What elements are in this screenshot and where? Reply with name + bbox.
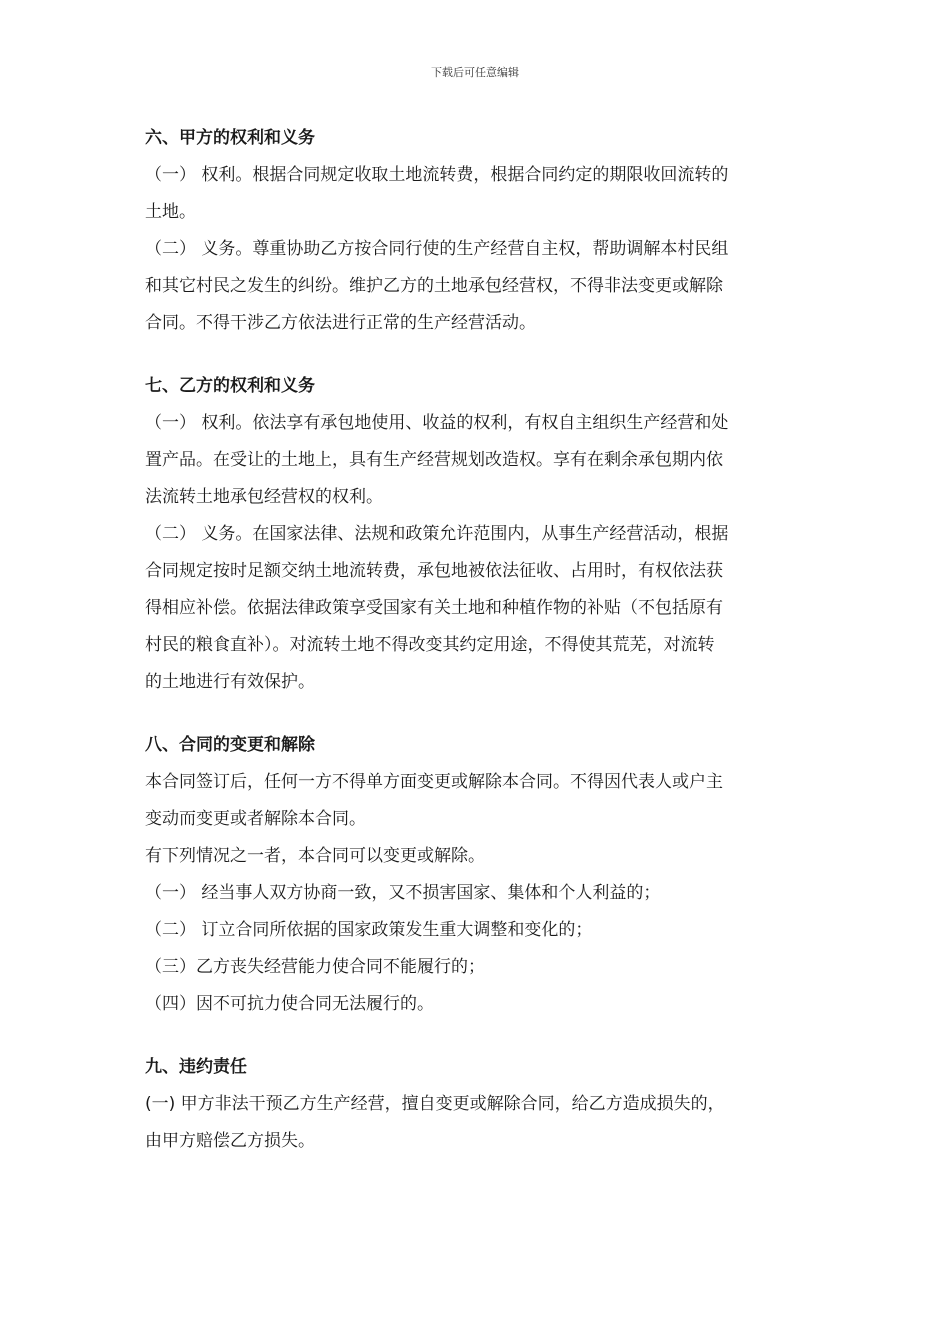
text-line: (一) 甲方非法干预乙方生产经营，擅自变更或解除合同，给乙方造成损失的， [145,1094,725,1114]
text-line: 法流转土地承包经营权的权利。 [145,487,383,507]
text-line: （二） 订立合同所依据的国家政策发生重大调整和变化的； [145,920,593,940]
section-title: 九、违约责任 [145,1057,247,1077]
text-line: 合同。不得干涉乙方依法进行正常的生产经营活动。 [145,313,536,333]
text-line: （一） 权利。依法享有承包地使用、收益的权利，有权自主组织生产经营和处 [145,413,729,433]
text-line: 和其它村民之发生的纠纷。维护乙方的土地承包经营权，不得非法变更或解除 [145,276,723,296]
text-line: 有下列情况之一者，本合同可以变更或解除。 [145,846,485,866]
text-line: 土地。 [145,202,196,222]
text-line: 得相应补偿。依据法律政策享受国家有关土地和种植作物的补贴（不包括原有 [145,598,723,618]
text-line: 村民的粮食直补）。对流转土地不得改变其约定用途，不得使其荒芜，对流转 [145,635,715,655]
text-line: 置产品。在受让的土地上，具有生产经营规划改造权。享有在剩余承包期内依 [145,450,723,470]
section-title: 八、合同的变更和解除 [145,735,315,755]
text-line: 由甲方赔偿乙方损失。 [145,1131,315,1151]
section-breach-liability [145,1049,815,1160]
document-body [145,120,815,1186]
text-line: 变动而变更或者解除本合同。 [145,809,366,829]
section-party-b-rights [145,368,815,701]
section-title: 六、甲方的权利和义务 [145,128,315,148]
text-line: （二） 义务。在国家法律、法规和政策允许范围内，从事生产经营活动，根据 [145,524,729,544]
text-line: 的土地进行有效保护。 [145,672,315,692]
section-contract-change [145,727,815,1023]
section-party-a-rights [145,120,815,342]
text-line: （一） 经当事人双方协商一致，又不损害国家、集体和个人利益的； [145,883,661,903]
text-line: 合同规定按时足额交纳土地流转费，承包地被依法征收、占用时，有权依法获 [145,561,723,581]
text-line: 本合同签订后，任何一方不得单方面变更或解除本合同。不得因代表人或户主 [145,772,723,792]
text-line: （三）乙方丧失经营能力使合同不能履行的； [145,957,485,977]
text-line: （四）因不可抗力使合同无法履行的。 [145,994,434,1014]
section-title: 七、乙方的权利和义务 [145,376,315,396]
text-line: （二） 义务。尊重协助乙方按合同行使的生产经营自主权，帮助调解本村民组 [145,239,729,259]
text-line: （一） 权利。根据合同规定收取土地流转费，根据合同约定的期限收回流转的 [145,165,729,185]
header-note: 下载后可任意编辑 [431,66,519,79]
